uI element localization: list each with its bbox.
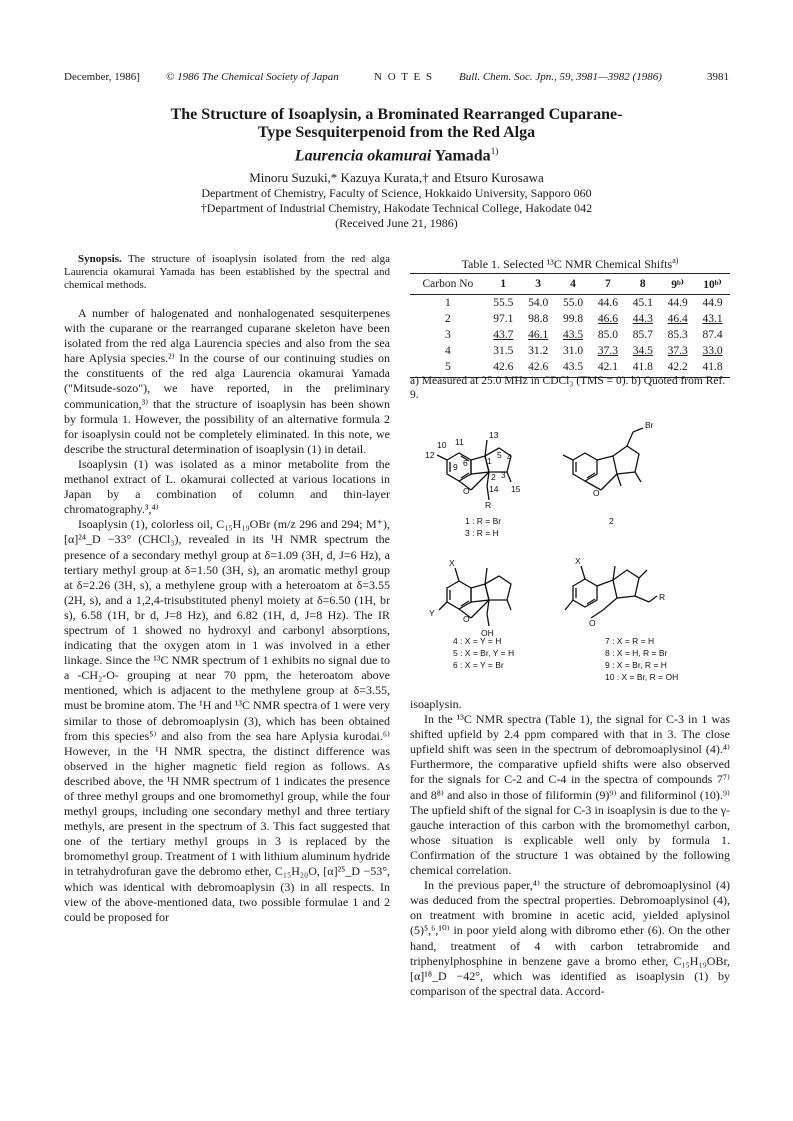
title-species: Laurencia okamurai [294, 147, 432, 165]
table-footnote: a) Measured at 25.0 MHz in CDCl₃ (TMS = 0). b) Quoted from Ref. 9. [410, 375, 726, 401]
left-column [64, 253, 390, 925]
affiliations [120, 186, 673, 231]
shift-cell: 55.5 [493, 297, 514, 309]
shift-cell: 46.4 [667, 313, 688, 325]
shift-cell: 46.1 [528, 329, 549, 341]
nmr-table [410, 273, 730, 378]
column-header-carbon: Carbon No [410, 274, 486, 295]
atom-number: 12 [425, 450, 435, 460]
right-column [410, 697, 730, 999]
shift-cell: 87.4 [702, 329, 723, 341]
title-line-2: Type Sesquiterpenoid from the Red Alga [257, 124, 536, 141]
paragraph: Isoaplysin (1), colorless oil, C₁₅H₁₉OBr (m/z 296 and 294; M⁺), [α]²⁴_D −33° (CHCl₃), revealed in its ¹H NMR spectrum the presence of a secondary methyl group at δ=1.09 (3H, d, J=6 Hz), a tertiary methyl group at δ=1.50 (3H, s), an aromatic methyl group at δ=2.26 (3H, s), a methylene group with a heteroatom at δ=3.55 (2H, s), and a 1,2,4-trisubstituted phenyl moiety at δ=6.50 (1H, br s), 6.58 (1H, br d, J=8 Hz), and 6.82 (1H, d, J=8 Hz). The IR spectrum of 1 showed no hydroxyl and carbonyl absorptions, indicating that the oxygen atom in 1 was involved in a ether linkage. Since the ¹³C NMR spectrum of 1 exhibits no signal due to a -CH₂-O- grouping at near 70 ppm, the heteroatom above mentioned, which is adjacent to the methylene group at δ=3.55, must be bromine atom. The ¹H and ¹³C NMR spectra of 1 were very similar to those of debromoaplysin (3), which has been obtained from this species⁵⁾ and also from the sea hare Aplysia kurodai.⁶⁾ However, in the ¹H NMR spectra, the distinct difference was observed in the higher magnetic field region as follows. As described above, the ¹H NMR spectrum of 1 indicates the presence of three methyl groups and one bromomethyl group, while the four methyl groups, including one secondary methyl and three tertiary methyls, are present in the spectrum of 3. This fact suggested that one of the tertiary methyl groups in 3 is replaced by the bromomethyl group. Treatment of 1 with lithium aluminum hydride in tetrahydrofuran gave the debromo ether, C₁₅H₂₀O, [α]²⁵_D −53°, which was identical with debromoaplysin (3) in all respects. In view of the above-mentioned data, two possible formulae 1 and 2 could be proposed for [64, 517, 390, 924]
running-header [64, 70, 729, 84]
shift-cell: 37.3 [597, 345, 618, 357]
shift-cell: 43.7 [493, 329, 514, 341]
affiliation-2: †Department of Industrial Chemistry, Hakodate Technical College, Hakodate 042 [200, 201, 593, 215]
compound-label-5: 5 : X = Br, Y = H [453, 648, 515, 658]
atom-number: 14 [489, 484, 499, 494]
authors: Minoru Suzuki,* Kazuya Kurata,† and Etsuro Kurosawa [249, 170, 544, 185]
shift-cell: 44.6 [597, 297, 618, 309]
column-header: 10ᵇ⁾ [695, 274, 730, 295]
atom-label-o: O [589, 618, 596, 628]
synopsis-label: Synopsis. [78, 253, 122, 265]
structures-figure [425, 400, 725, 682]
shift-cell: 44.9 [667, 297, 688, 309]
copyright: © 1986 The Chemical Society of Japan [166, 71, 339, 83]
column-header: 8 [625, 274, 660, 295]
carbon-number-cell: 1 [445, 297, 451, 309]
column-header: 1 [486, 274, 521, 295]
shift-cell: 85.7 [632, 329, 653, 341]
shift-cell: 44.9 [702, 297, 723, 309]
shift-cell: 43.1 [702, 313, 723, 325]
table-header-row [410, 274, 730, 295]
page-number: 3981 [707, 71, 729, 83]
shift-cell: 42.1 [590, 359, 625, 378]
shift-cell: 85.3 [667, 329, 688, 341]
table-row [410, 343, 730, 359]
table-row [410, 295, 730, 312]
atom-label-x: X [575, 556, 581, 566]
column-header: 9ᵇ⁾ [660, 274, 695, 295]
shift-cell: 55.0 [562, 297, 584, 309]
shift-cell: 41.8 [625, 359, 660, 378]
atom-label-x: X [449, 558, 455, 568]
paragraph: Isoaplysin (1) was isolated as a minor metabolite from the methanol extract of L. okamurai collected at various locations in Japan by a combination of column and thin-layer chromatography.³,⁴⁾ [64, 456, 390, 517]
carbon-number-cell: 4 [445, 345, 451, 357]
atom-label-r: R [659, 592, 666, 602]
table-caption-text: Table 1. Selected ¹³C NMR Chemical Shifts [461, 257, 673, 271]
compound-label-1: 1 : R = Br [465, 516, 502, 526]
title-author-name: Yamada [431, 147, 491, 165]
shift-cell: 41.8 [695, 359, 730, 378]
shift-cell: 31.5 [493, 345, 514, 357]
shift-cell: 37.3 [667, 345, 688, 357]
paragraph: In the ¹³C NMR spectra (Table 1), the signal for C-3 in 1 was shifted upfield by 2.4 ppm compared with that in 3. The close upfield shift was seen in the spectrum of debromoaplysinol (4).⁴⁾ Furthermore, the comparative upfield shifts were also observed for the signals for C-2 and C-4 in the spectra of compounds 7⁷⁾ and 8⁸⁾ and also in those of filiformin (9)⁹⁾ and filiforminol (10).⁹⁾ The upfield shift of the signal for C-3 in isoaplysin is due to the γ-gauche interaction of this carbon with the bromomethyl carbon, whose situation is explicable well only by formula 1. Confirmation of the structure 1 was obtained by the following chemical correlation. [410, 712, 730, 878]
atom-number: 4 [507, 452, 512, 462]
atom-number: 9 [453, 462, 458, 472]
shift-cell: 31.0 [562, 345, 584, 357]
shift-cell: 42.2 [660, 359, 695, 378]
shift-cell: 44.3 [632, 313, 653, 325]
atom-label-r: R [485, 500, 492, 510]
atom-label-o: O [463, 486, 470, 496]
paragraph: isoaplysin. [410, 697, 462, 711]
atom-number: 1 [487, 456, 492, 466]
atom-number: 3 [501, 470, 506, 480]
shift-cell: 85.0 [597, 329, 618, 341]
carbon-number-cell: 3 [445, 329, 451, 341]
article-title [120, 106, 673, 165]
shift-cell: 43.5 [556, 359, 591, 378]
shift-cell: 42.6 [521, 359, 556, 378]
compound-label-6: 6 : X = Y = Br [453, 660, 504, 670]
compound-label-7: 7 : X = R = H [605, 636, 655, 646]
title-ref: 1) [490, 146, 499, 156]
atom-label-o: O [463, 614, 470, 624]
affiliation-1: Department of Chemistry, Faculty of Science, Hokkaido University, Sapporo 060 [201, 186, 592, 200]
atom-label-br: Br [645, 420, 654, 430]
paragraph: A number of halogenated and nonhalogenated sesquiterpenes with the cuparane or the rearranged cuparane skeleton have been isolated from the red alga Laurencia species and also from the sea hare Aplysia species.²⁾ In the course of our continuing studies on the constituents of the red alga Laurencia okamurai Yamada ("Mitsude-sozo"), we have reported, in the preliminary communication,³⁾ that the structure of isoaplysin has been shown by formula 1. However, the possibility of an alternative formula 2 for isoaplysin could not be completely eliminated. In this note, we describe the structural determination of isoaplysin (1) in detail. [64, 306, 390, 456]
column-header: 7 [590, 274, 625, 295]
journal-citation: Bull. Chem. Soc. Jpn., 59, 3981—3982 (1986) [459, 71, 662, 83]
table-row [410, 327, 730, 343]
shift-cell: 33.0 [702, 345, 723, 357]
atom-number: 11 [455, 437, 464, 447]
shift-cell: 31.2 [528, 345, 549, 357]
shift-cell: 45.1 [632, 297, 653, 309]
shift-cell: 54.0 [528, 297, 549, 309]
synopsis-text: The structure of isoaplysin isolated from the red alga Laurencia okamurai Yamada has been established by the spectral and chemical methods. [64, 253, 390, 291]
compound-label-2: 2 [609, 516, 614, 526]
shift-cell: 34.5 [632, 345, 653, 357]
structures-drawing [425, 400, 725, 682]
atom-number: 6 [463, 458, 468, 468]
atom-label-y: Y [429, 608, 435, 618]
shift-cell: 99.8 [562, 313, 584, 325]
compound-label-4: 4 : X = Y = H [453, 636, 502, 646]
received-date: (Received June 21, 1986) [335, 216, 458, 230]
column-header: 4 [556, 274, 591, 295]
table-caption [410, 256, 730, 272]
issue-date: December, 1986] [64, 71, 140, 83]
atom-number: 5 [497, 450, 502, 460]
compound-label-10: 10 : X = Br, R = OH [605, 672, 679, 682]
atom-number: 15 [511, 484, 521, 494]
compound-label-9: 9 : X = Br, R = H [605, 660, 667, 670]
atom-number: 10 [437, 440, 447, 450]
paragraph: In the previous paper,⁴⁾ the structure of debromoaplysinol (4) was deduced from the spectral properties. Debromoaplysinol (4), on treatment with bromine in acetic acid, yielded aplysinol (5)⁵,⁶,¹⁰⁾ in poor yield along with dibromo ether (6). On the other hand, treatment of 4 with carbon tetrabromide and triphenylphosphine in benzene gave a bromo ether, C₁₅H₁₉OBr, [α]¹⁸_D −42°, which was identified as isoaplysin (1) by comparison of the spectral data. Accord- [410, 878, 730, 998]
atom-label-oh: OH [481, 628, 494, 638]
atom-number: 2 [491, 472, 496, 482]
shift-cell: 42.6 [486, 359, 521, 378]
compound-label-3: 3 : R = H [465, 528, 499, 538]
compound-label-8: 8 : X = H, R = Br [605, 648, 668, 658]
title-line-3 [120, 142, 673, 165]
atom-number: 13 [489, 430, 499, 440]
table-caption-ref: a) [672, 256, 679, 265]
column-header: 3 [521, 274, 556, 295]
shift-cell: 97.1 [493, 313, 514, 325]
shift-cell: 98.8 [528, 313, 549, 325]
table-body [410, 295, 730, 378]
carbon-number-cell: 5 [410, 359, 486, 378]
table-row [410, 311, 730, 327]
synopsis [64, 253, 390, 292]
section-label: N O T E S [374, 71, 434, 83]
title-line-1: The Structure of Isoaplysin, a Brominated Rearranged Cuparane- [170, 106, 623, 123]
atom-label-o: O [593, 488, 600, 498]
carbon-number-cell: 2 [445, 313, 451, 325]
shift-cell: 43.5 [562, 329, 584, 341]
shift-cell: 46.6 [597, 313, 618, 325]
